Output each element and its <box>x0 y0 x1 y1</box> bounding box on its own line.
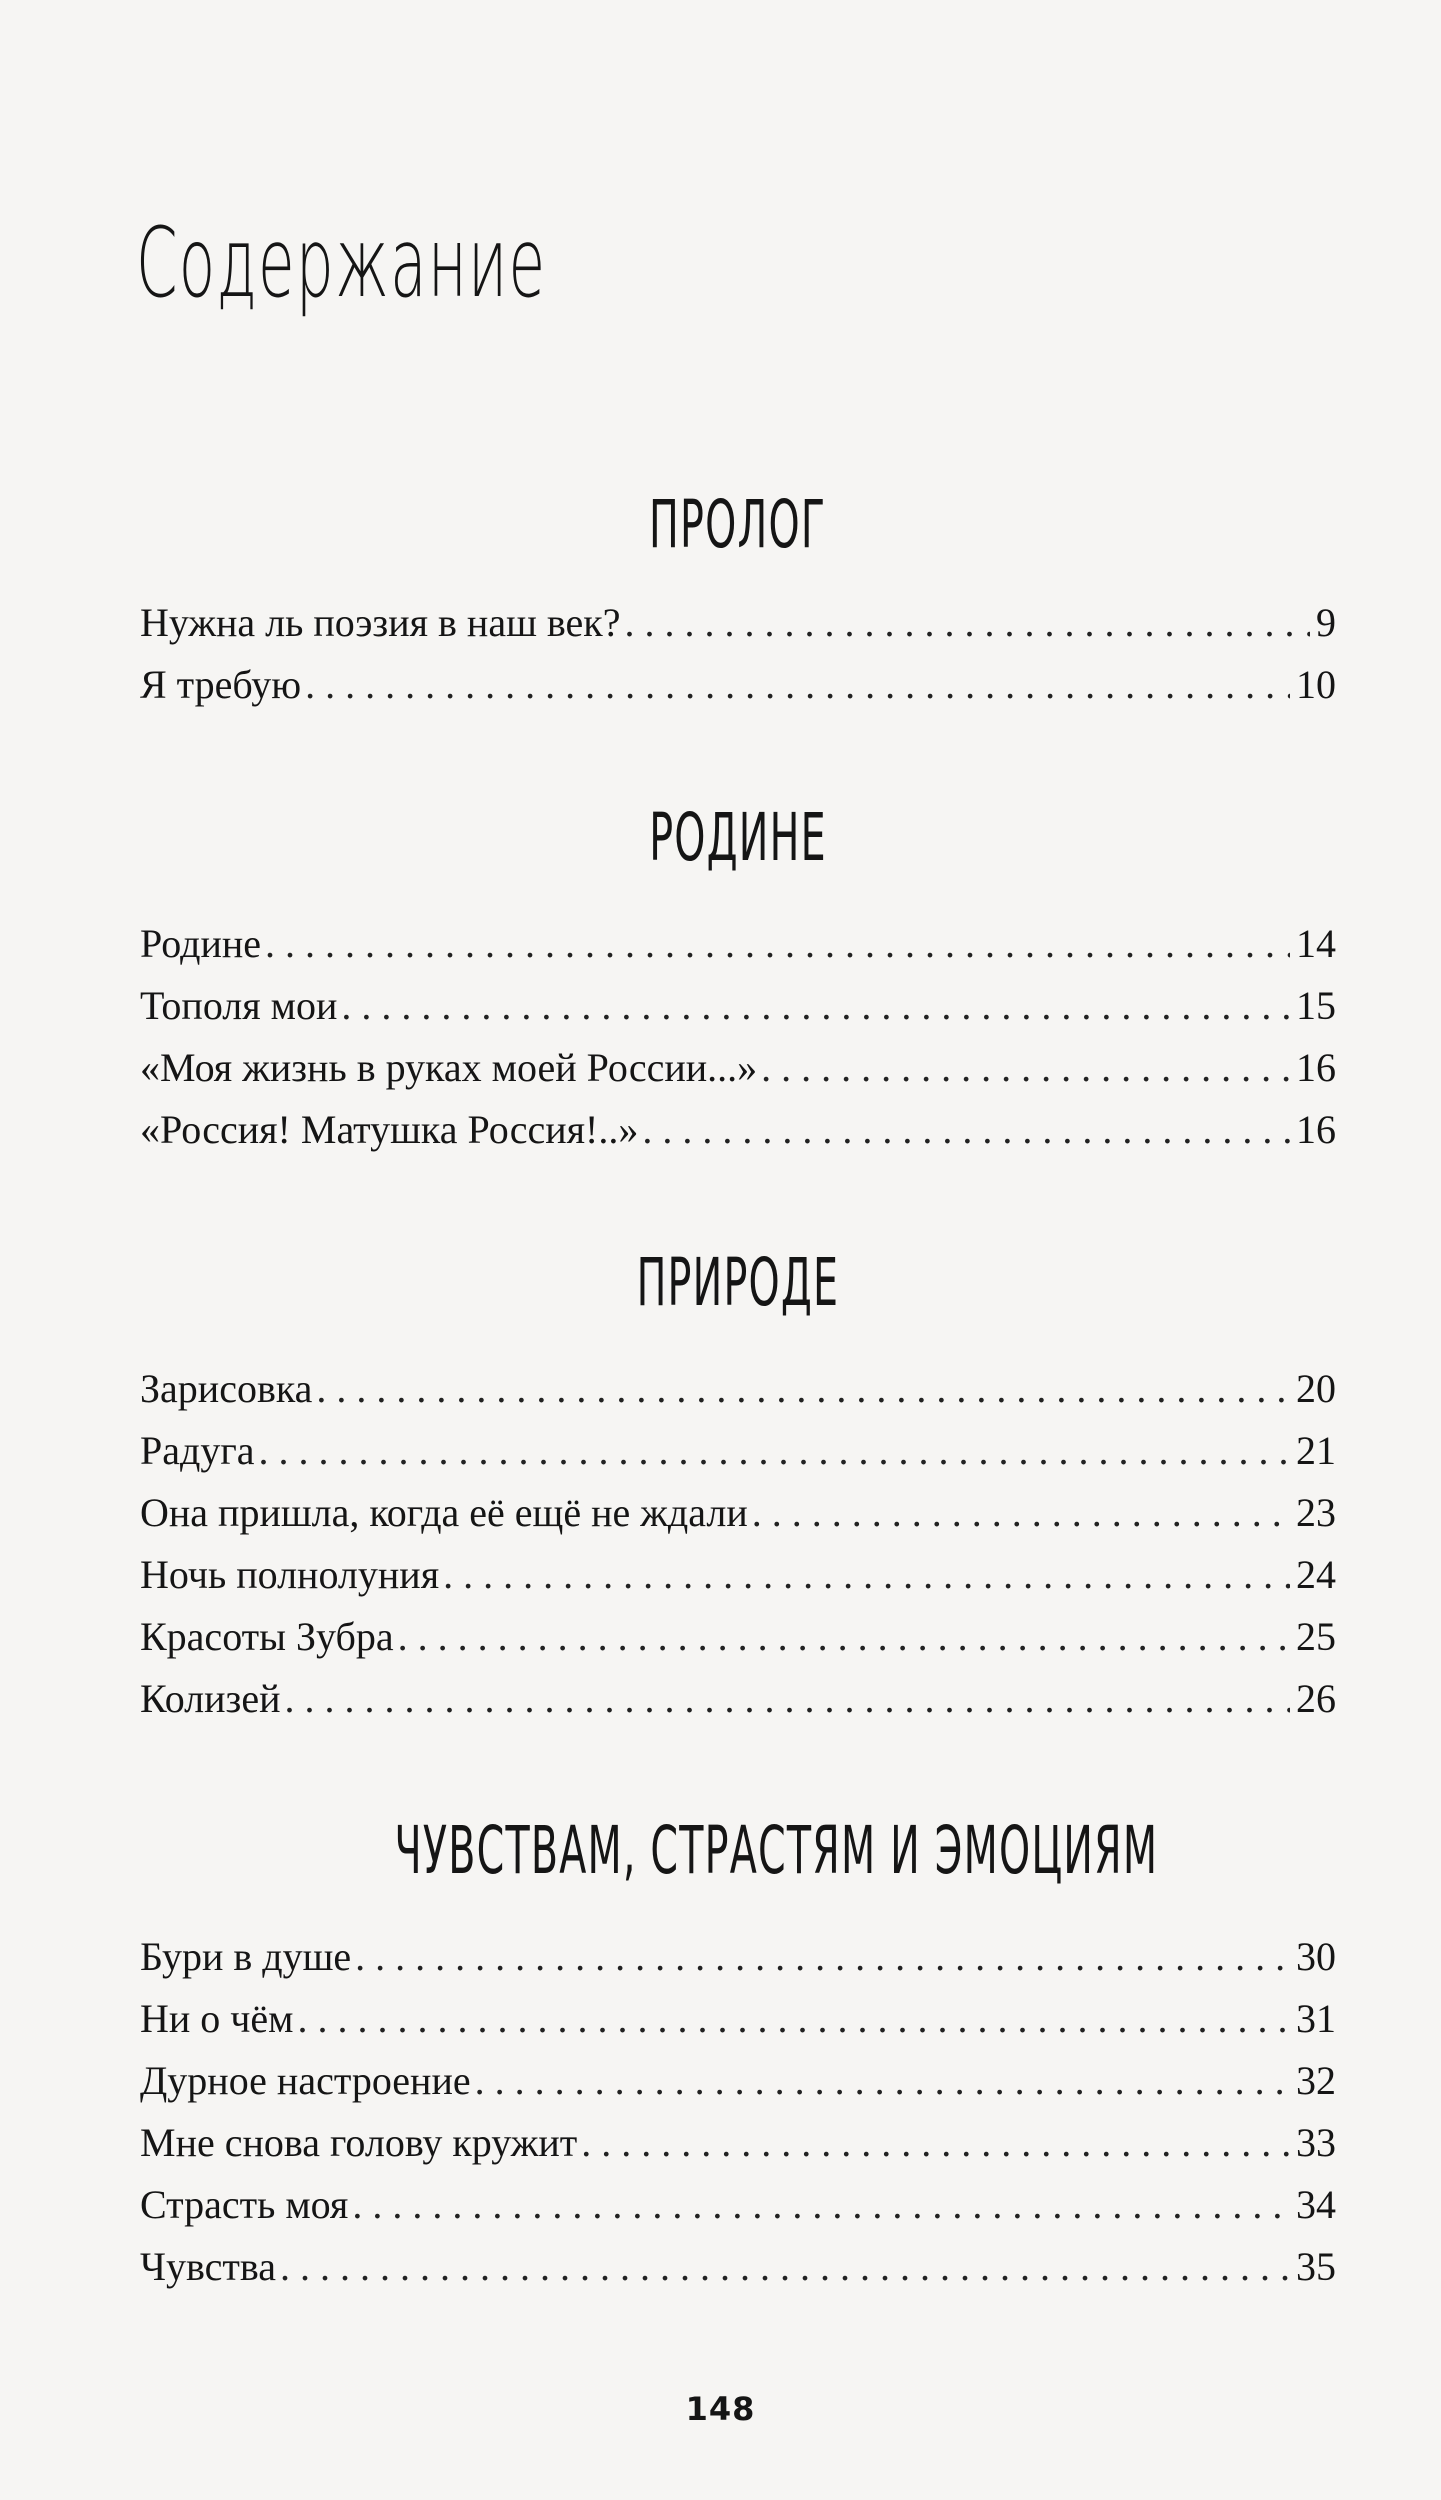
dot-leader <box>316 1358 1290 1420</box>
entry-title: Красоты Зубра <box>140 1614 394 1659</box>
dot-leader <box>355 1926 1290 1988</box>
toc-entry[interactable] <box>140 1926 1336 1988</box>
toc-entry[interactable] <box>140 1606 1336 1668</box>
toc-entry[interactable] <box>140 654 1336 716</box>
dot-leader <box>443 1544 1290 1606</box>
toc-entry[interactable] <box>140 2236 1336 2298</box>
dot-leader <box>341 975 1290 1037</box>
dot-leader <box>297 1988 1290 2050</box>
toc-entry[interactable] <box>140 975 1336 1037</box>
entry-title: Страсть моя <box>140 2182 349 2227</box>
entry-list <box>140 1926 1336 2298</box>
toc-entry[interactable] <box>140 1358 1336 1420</box>
entry-page-number: 20 <box>1296 1366 1336 1411</box>
entry-page-number: 14 <box>1296 921 1336 966</box>
dot-leader <box>581 2112 1290 2174</box>
dot-leader <box>398 1606 1290 1668</box>
entry-title: Бури в душе <box>140 1934 352 1979</box>
entry-title: Нужна ль поэзия в наш век? <box>140 600 621 645</box>
section-prirode <box>140 1244 1336 1730</box>
section-heading: РОДИНЕ <box>649 799 827 876</box>
dot-leader <box>642 1099 1290 1161</box>
dot-leader <box>285 1668 1291 1730</box>
toc-entry[interactable] <box>140 1988 1336 2050</box>
entry-list <box>140 1358 1336 1730</box>
entry-page-number: 25 <box>1296 1614 1336 1659</box>
entry-page-number: 16 <box>1296 1045 1336 1090</box>
entry-title: Ни о чём <box>140 1996 294 2041</box>
entry-title: Зарисовка <box>140 1366 313 1411</box>
entry-page-number: 15 <box>1296 983 1336 1028</box>
dot-leader <box>624 592 1310 654</box>
dot-leader <box>761 1037 1290 1099</box>
dot-leader <box>259 1420 1290 1482</box>
toc-entry[interactable] <box>140 913 1336 975</box>
entry-page-number: 9 <box>1316 600 1336 645</box>
entry-page-number: 26 <box>1296 1676 1336 1721</box>
entry-title: Чувства <box>140 2244 276 2289</box>
dot-leader <box>752 1482 1290 1544</box>
section-heading: ПРИРОДЕ <box>636 1244 840 1321</box>
entry-title: Мне снова голову кружит <box>140 2120 578 2165</box>
toc-entry[interactable] <box>140 2174 1336 2236</box>
section-chuvstvam <box>140 1812 1336 2298</box>
toc-entry[interactable] <box>140 2050 1336 2112</box>
dot-leader <box>352 2174 1290 2236</box>
entry-page-number: 33 <box>1296 2120 1336 2165</box>
section-heading: ЧУВСТВАМ, СТРАСТЯМ И ЭМОЦИЯМ <box>394 1812 1159 1889</box>
entry-page-number: 30 <box>1296 1934 1336 1979</box>
toc-entry[interactable] <box>140 1668 1336 1730</box>
toc-entry[interactable] <box>140 592 1336 654</box>
section-rodine <box>140 799 1336 1161</box>
dot-leader <box>305 654 1290 716</box>
entry-title: «Россия! Матушка Россия!..» <box>140 1107 639 1152</box>
entry-title: Она пришла, когда её ещё не ждали <box>140 1490 748 1535</box>
entry-page-number: 32 <box>1296 2058 1336 2103</box>
entry-title: Колизей <box>140 1676 281 1721</box>
entry-page-number: 16 <box>1296 1107 1336 1152</box>
section-prolog <box>140 486 1336 716</box>
dot-leader <box>475 2050 1290 2112</box>
entry-page-number: 34 <box>1296 2182 1336 2227</box>
dot-leader <box>265 913 1290 975</box>
entry-title: Я требую <box>140 662 302 707</box>
entry-page-number: 24 <box>1296 1552 1336 1597</box>
entry-title: Радуга <box>140 1428 255 1473</box>
entry-page-number: 21 <box>1296 1428 1336 1473</box>
toc-entry[interactable] <box>140 1482 1336 1544</box>
toc-entry[interactable] <box>140 2112 1336 2174</box>
entry-title: Ночь полнолуния <box>140 1552 440 1597</box>
entry-title: Тополя мои <box>140 983 338 1028</box>
section-heading: ПРОЛОГ <box>649 486 827 563</box>
toc-entry[interactable] <box>140 1420 1336 1482</box>
entry-page-number: 35 <box>1296 2244 1336 2289</box>
entry-title: «Моя жизнь в руках моей России...» <box>140 1045 758 1090</box>
entry-title: Родине <box>140 921 262 966</box>
toc-entry[interactable] <box>140 1099 1336 1161</box>
entry-list <box>140 592 1336 716</box>
dot-leader <box>280 2236 1290 2298</box>
entry-page-number: 31 <box>1296 1996 1336 2041</box>
entry-page-number: 23 <box>1296 1490 1336 1535</box>
page-title: Содержание <box>136 207 547 319</box>
entry-page-number: 10 <box>1296 662 1336 707</box>
entry-list <box>140 913 1336 1161</box>
entry-title: Дурное настроение <box>140 2058 471 2103</box>
toc-entry[interactable] <box>140 1544 1336 1606</box>
page-number: 148 <box>685 2390 756 2428</box>
toc-entry[interactable] <box>140 1037 1336 1099</box>
